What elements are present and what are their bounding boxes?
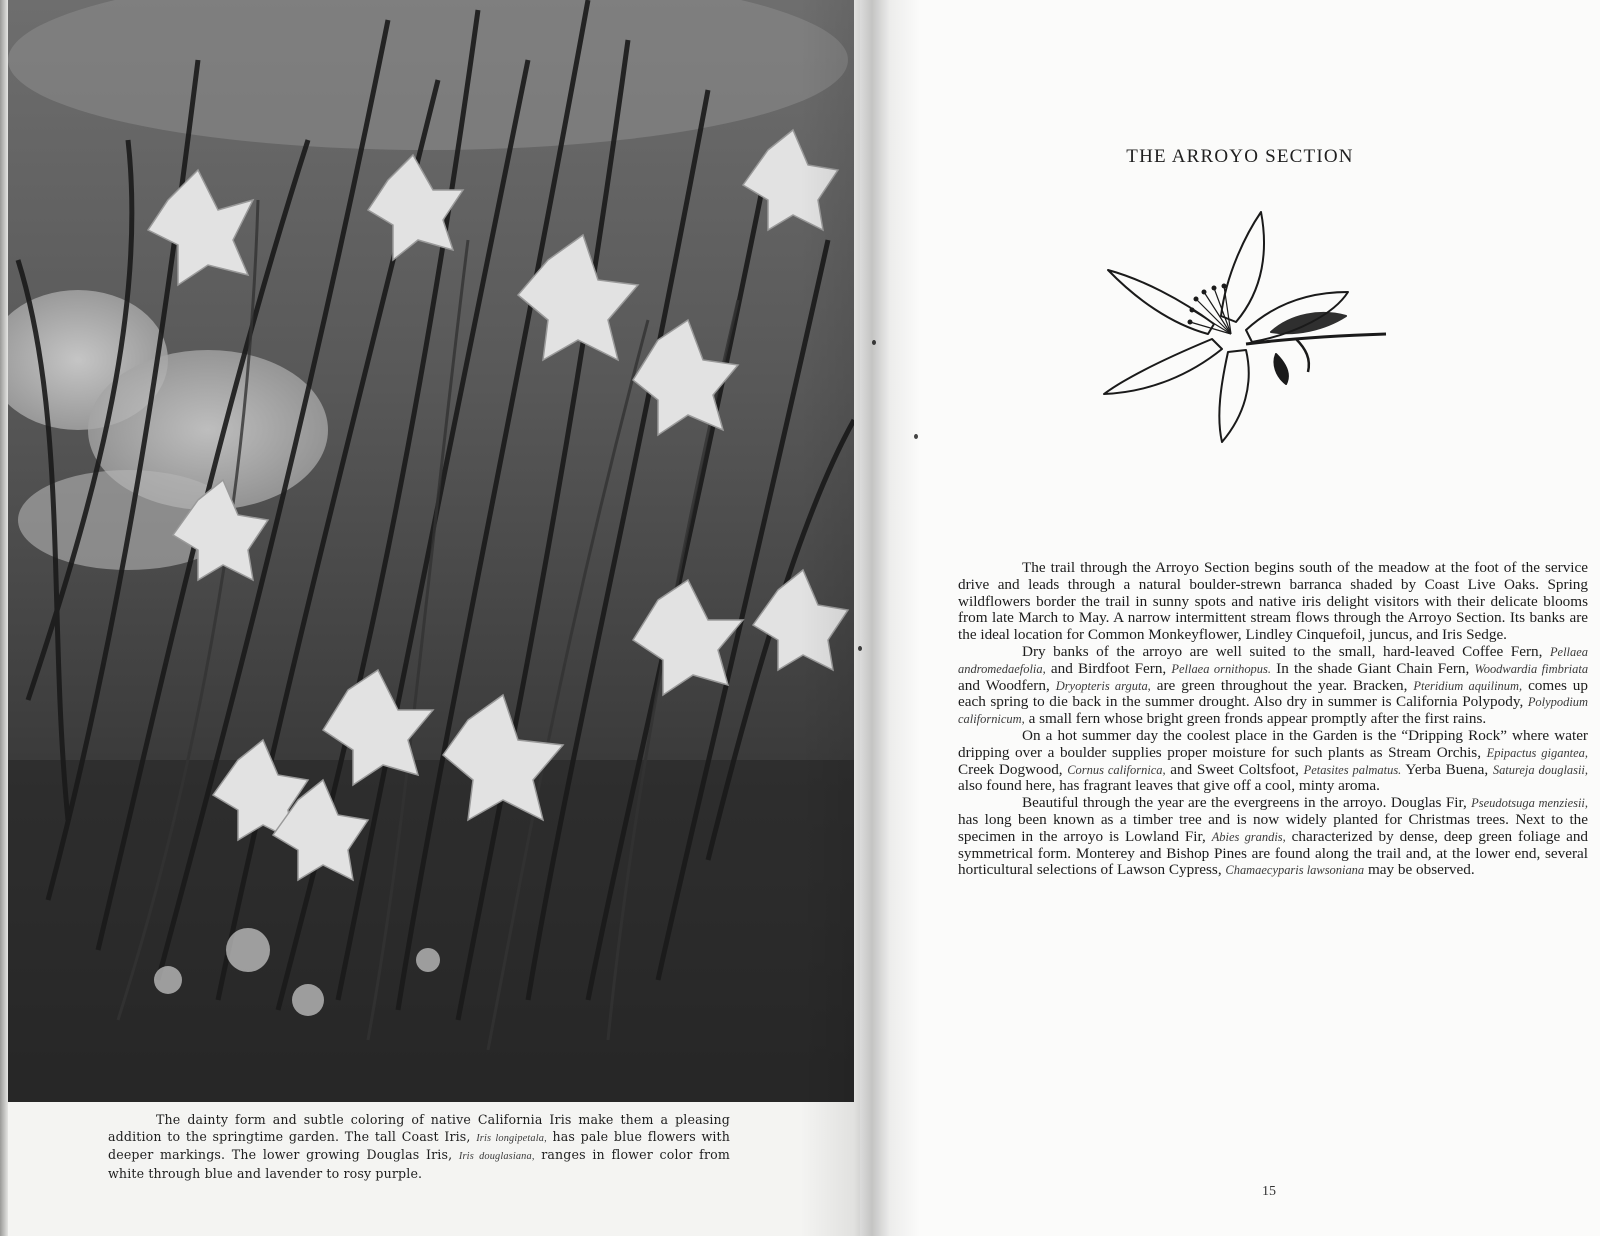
paragraph-3	[958, 728, 1588, 795]
paragraph-4	[958, 795, 1588, 879]
scientific-name: Pellaea andromedaefolia,	[958, 644, 1588, 676]
paragraph-text: are green throughout the year. Bracken,	[1156, 676, 1408, 694]
scientific-name: Pteridium aquilinum,	[1413, 678, 1523, 693]
print-speck	[914, 434, 918, 439]
photo-caption	[108, 1112, 730, 1182]
section-title: THE ARROYO SECTION	[1126, 146, 1354, 167]
scientific-name: Chamaecyparis lawsoniana	[1225, 863, 1365, 878]
paragraph-text: and Birdfoot Fern,	[1050, 659, 1167, 677]
paragraph-text: Creek Dogwood,	[958, 760, 1063, 778]
body-text	[958, 560, 1588, 879]
caption-text-3: ranges in flower color from white through blue and lavender to rosy purple.	[108, 1147, 730, 1181]
scientific-name: Dryopteris arguta,	[1055, 678, 1151, 693]
paragraph-text: and Sweet Coltsfoot,	[1170, 760, 1299, 778]
paragraph-text: In the shade Giant Chain Fern,	[1276, 659, 1470, 677]
caption-text-1: The dainty form and subtle coloring of native California Iris make them a pleasing addition to the springtime garden. The tall Coast Iris,	[108, 1112, 730, 1144]
scientific-name: Pseudotsuga menziesii,	[1471, 796, 1588, 811]
dogwood-flower-icon	[1096, 204, 1396, 449]
paragraph-text: a small fern whose bright green fronds appear promptly after the first rains.	[1028, 710, 1487, 728]
paragraph-2	[958, 644, 1588, 728]
paragraph-text: may be observed.	[1367, 861, 1475, 879]
print-speck	[858, 646, 862, 651]
paragraph-text: On a hot summer day the coolest place in the Garden is the “Dripping Rock” where water dripping over a boulder supplies proper moisture for such plants as Stream Orchis,	[958, 726, 1588, 761]
page-number: 15	[1262, 1184, 1276, 1199]
caption-scientific-name-1: Iris longipetala,	[476, 1132, 547, 1144]
scientific-name: Cornus californica,	[1067, 762, 1166, 777]
scientific-name: Petasites palmatus.	[1303, 762, 1402, 777]
scientific-name: Woodwardia fimbriata	[1474, 661, 1589, 676]
paragraph-1	[958, 560, 1588, 644]
paragraph-text: Yerba Buena,	[1405, 760, 1489, 778]
paragraph-text: Beautiful through the year are the evergreens in the arroyo. Douglas Fir,	[1022, 794, 1467, 812]
paragraph-text: has long been known as a timber tree and is now widely planted for Christmas trees. Next to the specimen in the arroyo is Lowland Fir,	[958, 810, 1588, 845]
paragraph-text: comes up each spring to die back in the summer drought. Also dry in summer is California Polypody,	[958, 676, 1588, 711]
paragraph-text: Dry banks of the arroyo are well suited to the small, hard-leaved Coffee Fern,	[1022, 642, 1543, 660]
caption-text-2: has pale blue flowers with deeper markings. The lower growing Douglas Iris,	[108, 1128, 731, 1162]
paragraph-text: and Woodfern,	[958, 676, 1050, 694]
iris-photo	[8, 0, 854, 1102]
scientific-name: Satureja douglasii,	[1492, 762, 1589, 777]
paragraph-text: characterized by dense, deep green foliage and symmetrical form. Monterey and Bishop Pines are found along the trail and, at the lower end, several horticultural selections of Lawson Cypress,	[958, 827, 1589, 879]
page-edge	[0, 0, 8, 1236]
scientific-name: Pellaea ornithopus.	[1171, 661, 1271, 676]
paragraph-text: also found here, has fragrant leaves that give off a cool, minty aroma.	[958, 777, 1380, 795]
scientific-name: Epipactus gigantea,	[1486, 745, 1588, 760]
caption-scientific-name-2: Iris douglasiana,	[458, 1151, 535, 1162]
scientific-name: Polypodium californicum,	[958, 695, 1589, 727]
print-speck	[872, 340, 876, 345]
scientific-name: Abies grandis,	[1211, 829, 1286, 844]
paragraph-text: The trail through the Arroyo Section begins south of the meadow at the foot of the service drive and leads through a natural boulder-strewn barranca shaded by Coast Live Oaks. Spring wildflowers border the trail in sunny spots and native iris delight visitors with their delicate blooms from late March to May. A narrow intermittent stream flows through the Arroyo Section. Its banks are the ideal location for Common Monkeyflower, Lindley Cinquefoil, juncus, and Iris Sedge.	[958, 559, 1588, 644]
